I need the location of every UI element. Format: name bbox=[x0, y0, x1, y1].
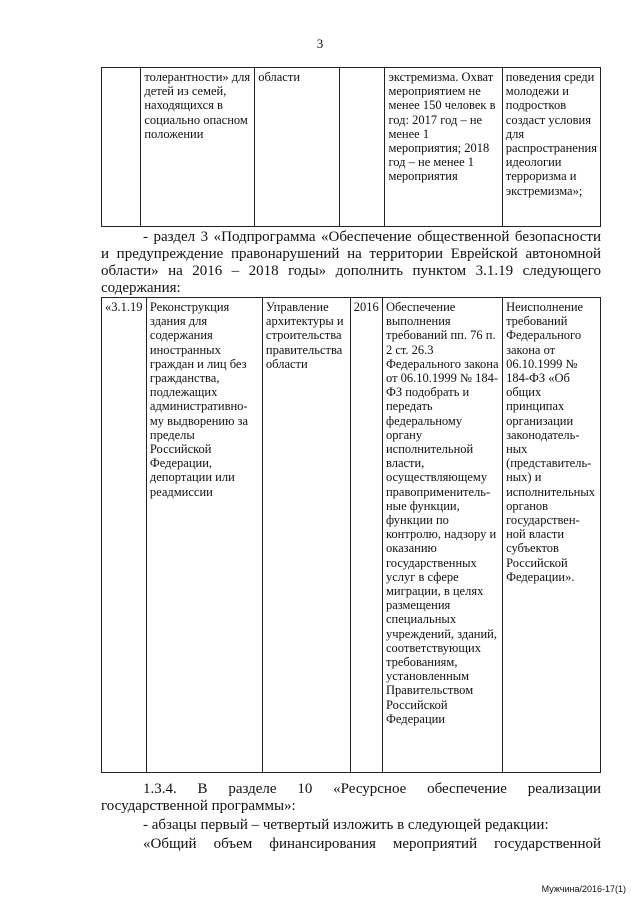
continuation-table bbox=[101, 67, 601, 227]
intro-paragraph: - раздел 3 «Подпрограмма «Обеспечение общественной безопасности и предупреждение правонарушений на территории Еврейской автономной области» на 2016 – 2018 годы» дополнить пунктом 3.1.19 следующего содержания: bbox=[101, 229, 601, 296]
text-part: государственной bbox=[494, 836, 602, 852]
table-cell-name: толерантности» для детей из семей, находящихся в социально опасном положении bbox=[141, 68, 255, 227]
funding-line bbox=[101, 836, 601, 853]
text-part: 1.3.4. bbox=[143, 781, 177, 797]
section-1-3-4-line2: государственной программы»: bbox=[101, 798, 296, 814]
measure-table bbox=[101, 297, 601, 773]
page-number: 3 bbox=[316, 36, 324, 51]
text-part: «Ресурсное bbox=[333, 781, 407, 797]
table-cell-result: экстремизма. Охват мероприятием не менее 150 человек в год: 2017 год – не менее 1 мероприятия; 2018 год – не менее 1 мероприятия bbox=[385, 68, 502, 227]
table-row bbox=[102, 68, 601, 227]
table-cell-consequence: Неисполнение требований Федерального закона от 06.10.1999 № 184-ФЗ «Об общих принципах организации законодатель-ных (представитель-ных) и исполнительных органов государствен-ной власти субъектов Российской Федерации». bbox=[503, 298, 601, 773]
section-1-3-4-line1 bbox=[101, 781, 601, 798]
text-part: 10 bbox=[297, 781, 313, 797]
abzacy-paragraph: - абзацы первый – четвертый изложить в следующей редакции: bbox=[143, 817, 549, 833]
table-cell-number: «3.1.19 bbox=[102, 298, 147, 773]
table-cell-number bbox=[102, 68, 141, 227]
text-part: мероприятий bbox=[392, 836, 478, 852]
table-cell-consequence: поведения среди молодежи и подростков создаст условия для распространения идеологии терроризма и экстремизма»; bbox=[502, 68, 600, 227]
text-part: объем bbox=[213, 836, 253, 852]
table-cell-executor: Управление архитектуры и строительства правительства области bbox=[262, 298, 350, 773]
text-part: обеспечение bbox=[427, 781, 507, 797]
table-cell-year bbox=[340, 68, 385, 227]
table-cell-result: Обеспечение выполнения требований пп. 76 п. 2 ст. 26.3 Федерального закона от 06.10.1999 № 184-ФЗ подобрать и передать федеральному органу исполнительной власти, осуществляющему правоприменитель-ные функции, функции по контролю, надзору и оказанию государственных услуг в сфере миграции, в целях размещения специальных учреждений, зданий, соответствующих требованиям, установленным Правительством Российской Федерации bbox=[382, 298, 502, 773]
table-cell-name: Реконструкция здания для содержания иностранных граждан и лиц без гражданства, подлежащих административно-му выдворению за пределы Российской Федерации, депортации или реадмиссии bbox=[146, 298, 262, 773]
text-part: реализации bbox=[527, 781, 602, 797]
table-cell-year: 2016 bbox=[350, 298, 382, 773]
text-part: финансирования bbox=[269, 836, 376, 852]
table-cell-executor: области bbox=[255, 68, 340, 227]
text-part: В bbox=[197, 781, 208, 797]
footer-code: Мужчина/2016-17(1) bbox=[541, 884, 626, 894]
text-part: разделе bbox=[228, 781, 277, 797]
table-row bbox=[102, 298, 601, 773]
text-part: «Общий bbox=[143, 836, 197, 852]
